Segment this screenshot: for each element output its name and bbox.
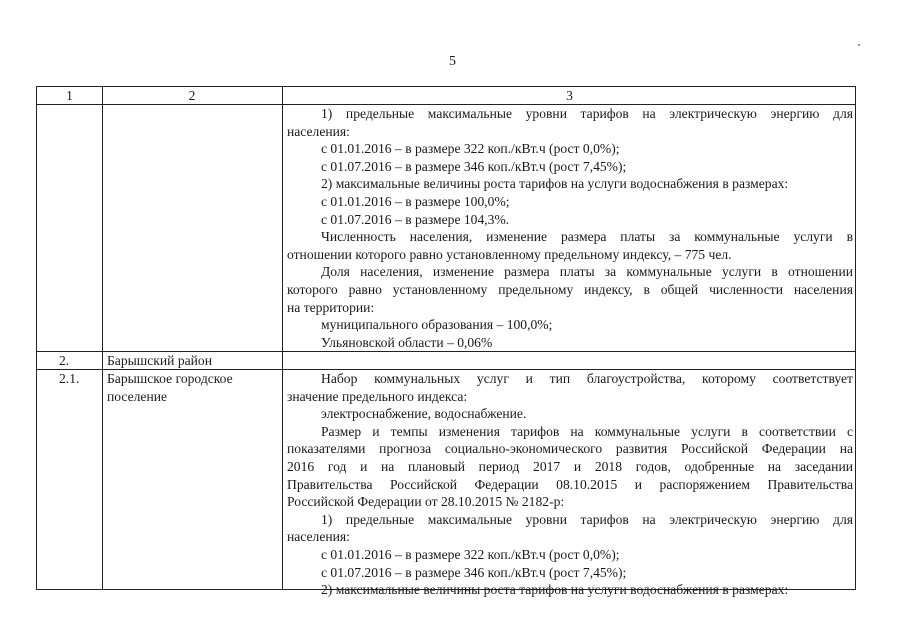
- text-line: 2) максимальные величины роста тарифов на услуги водоснабжения в размерах:: [321, 176, 789, 192]
- text-line: отношении которого равно установленному предельному индексу, – 775 чел.: [287, 246, 732, 262]
- text-line: с 01.01.2016 – в размере 322 коп./кВт.ч (рост 0,0%);: [321, 546, 620, 562]
- text-line: 1) предельные максимальные уровни тарифов на электрическую энергию для: [321, 106, 853, 121]
- header-col-1: 1: [66, 88, 73, 103]
- text-line: Размер и темпы изменения тарифов на коммунальные услуги в соответствии с: [321, 423, 853, 439]
- text-line: значение предельного индекса:: [287, 388, 468, 404]
- text-line: с 01.01.2016 – в размере 100,0%;: [321, 193, 510, 209]
- row-2-number: 2.: [59, 353, 70, 368]
- settlement-name-line: Барышское городское: [107, 371, 233, 386]
- text-line: Российской Федерации от 28.10.2015 № 2182-р:: [287, 494, 565, 510]
- row-2-district: Барышский район: [107, 353, 212, 368]
- text-line: электроснабжение, водоснабжение.: [321, 406, 527, 422]
- text-line: с 01.07.2016 – в размере 346 коп./кВт.ч (рост 7,45%);: [321, 158, 627, 174]
- header-col-2: 2: [188, 88, 196, 103]
- scan-speck: [858, 44, 860, 46]
- text-line: которого равно установленному предельному индексу, в общей численности населения: [287, 281, 853, 297]
- column-divider-1: [102, 87, 103, 589]
- text-line: 2) максимальные величины роста тарифов на услуги водоснабжения в размерах:: [321, 582, 789, 598]
- text-line: 1) предельные максимальные уровни тарифов на электрическую энергию для: [321, 511, 853, 527]
- page-number: 5: [449, 54, 456, 69]
- tariff-table: [36, 86, 856, 598]
- text-line: Доля населения, изменение размера платы за коммунальные услуги в отношении: [321, 264, 853, 280]
- header-col-3: 3: [566, 88, 573, 103]
- text-line: на территории:: [287, 299, 375, 315]
- text-line: населения:: [287, 123, 350, 139]
- text-line: Набор коммунальных услуг и тип благоустройства, которому соответствует: [321, 371, 853, 386]
- text-line: Правительства Российской Федерации 08.10.2015 и распоряжением Правительства: [287, 476, 853, 492]
- text-line: Ульяновской области – 0,06%: [321, 334, 493, 350]
- row-2-1-description: [287, 370, 853, 599]
- text-line: муниципального образования – 100,0%;: [321, 317, 553, 333]
- continuation-text-block: [287, 105, 853, 351]
- text-line: населения:: [287, 529, 350, 545]
- text-line: с 01.01.2016 – в размере 322 коп./кВт.ч (рост 0,0%);: [321, 141, 620, 157]
- row-2-1-number: 2.1.: [59, 371, 80, 386]
- text-line: Численность населения, изменение размера платы за коммунальные услуги в: [321, 229, 853, 245]
- row-2-1-settlement: [107, 370, 277, 405]
- text-line: с 01.07.2016 – в размере 346 коп./кВт.ч (рост 7,45%);: [321, 564, 627, 580]
- text-line: показателями прогноза социально-экономического развития Российской Федерации на: [287, 441, 853, 457]
- text-line: 2016 год и на плановый период 2017 и 2018 годов, одобренные на заседании: [287, 458, 853, 474]
- text-line: с 01.07.2016 – в размере 104,3%.: [321, 211, 510, 227]
- column-divider-2: [282, 87, 283, 589]
- settlement-name-line: поселение: [107, 388, 168, 404]
